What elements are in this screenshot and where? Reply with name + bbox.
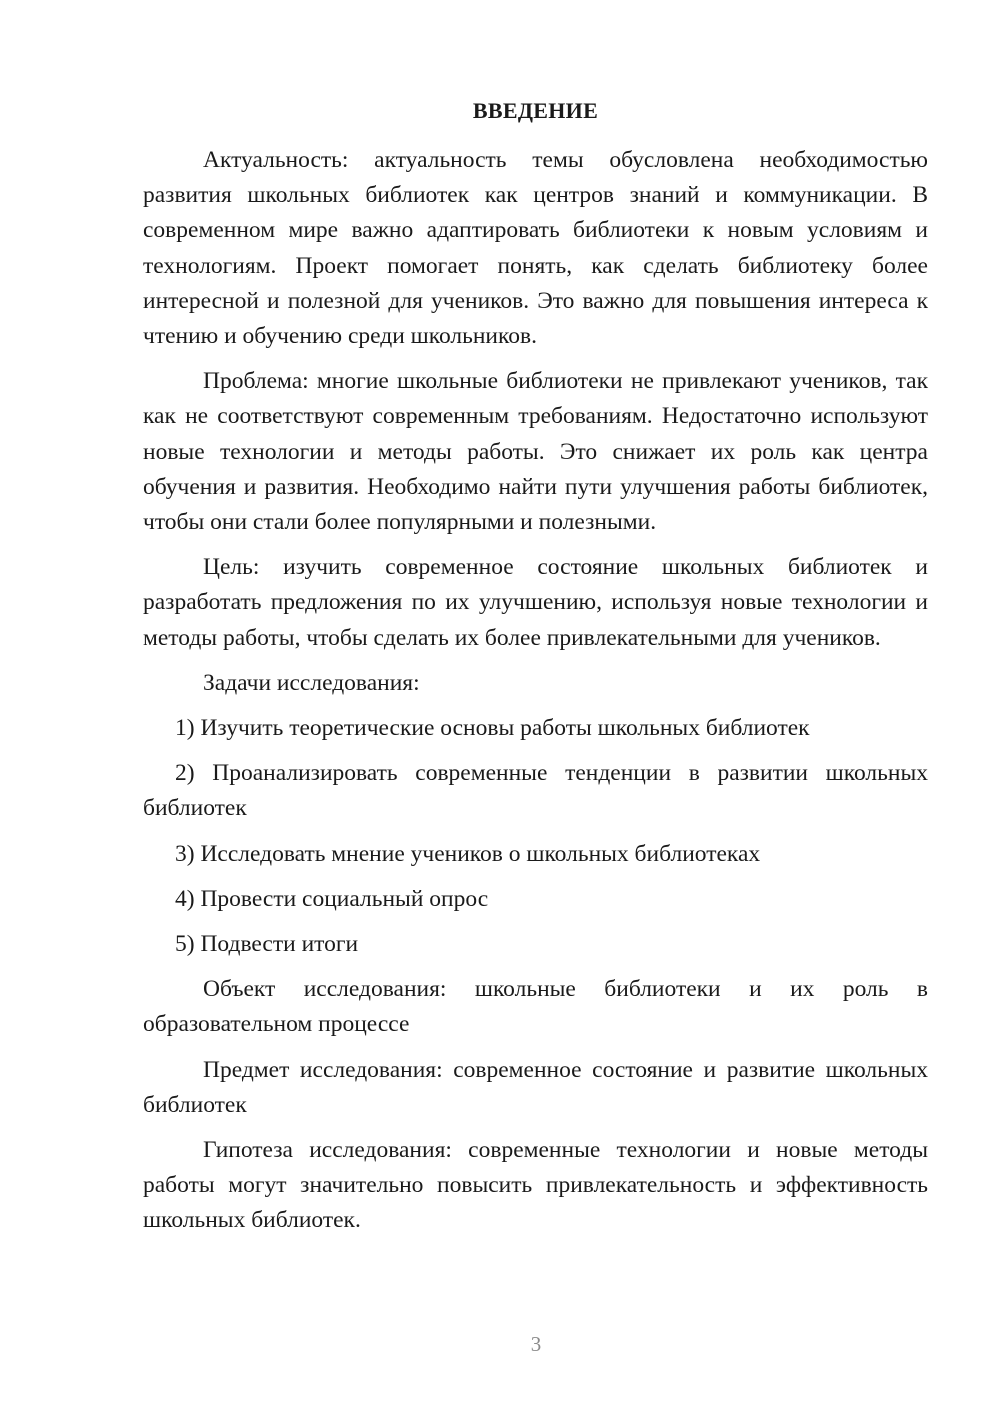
task-item: 5) Подвести итоги [175, 931, 359, 958]
goal-paragraph: Цель: изучить современное состояние школьных библиотек и разработать предложения по их улучшению, используя новые технологии и методы работы, чтобы сделать их более привлекательными для учеников. [143, 554, 928, 651]
hypothesis-paragraph: Гипотеза исследования: современные технологии и новые методы работы могут значительно повысить привлекательность и эффективность школьных библиотек. [143, 1137, 928, 1234]
problem-paragraph: Проблема: многие школьные библиотеки не привлекают учеников, так как не соответствуют современным требованиям. Недостаточно используют новые технологии и методы работы. Это снижает их роль как центра обучения и развития. Необходимо найти пути улучшения работы библиотек, чтобы они стали более популярными и полезными. [143, 368, 928, 536]
task-item: 3) Исследовать мнение учеников о школьных библиотеках [175, 840, 761, 867]
page-content [143, 96, 928, 1239]
object-paragraph: Объект исследования: школьные библиотеки и их роль в образовательном процессе [143, 976, 928, 1038]
page-number: 3 [530, 1332, 542, 1356]
section-title: ВВЕДЕНИЕ [472, 98, 599, 123]
task-item: 1) Изучить теоретические основы работы школьных библиотек [175, 715, 810, 742]
subject-paragraph: Предмет исследования: современное состояние и развитие школьных библиотек [143, 1056, 928, 1118]
task-item: 4) Провести социальный опрос [175, 885, 489, 912]
relevance-paragraph: Актуальность: актуальность темы обусловлена необходимостью развития школьных библиотек как центров знаний и коммуникации. В современном мире важно адаптировать библиотеки к новым условиям и технологиям. Проект помогает понять, как сделать библиотеку более интересной и полезной для учеников. Это важно для повышения интереса к чтению и обучению среди школьников. [143, 147, 928, 350]
task-item: 2) Проанализировать современные тенденции в развитии школьных библиотек [143, 760, 928, 822]
tasks-heading: Задачи исследования: [203, 669, 420, 696]
